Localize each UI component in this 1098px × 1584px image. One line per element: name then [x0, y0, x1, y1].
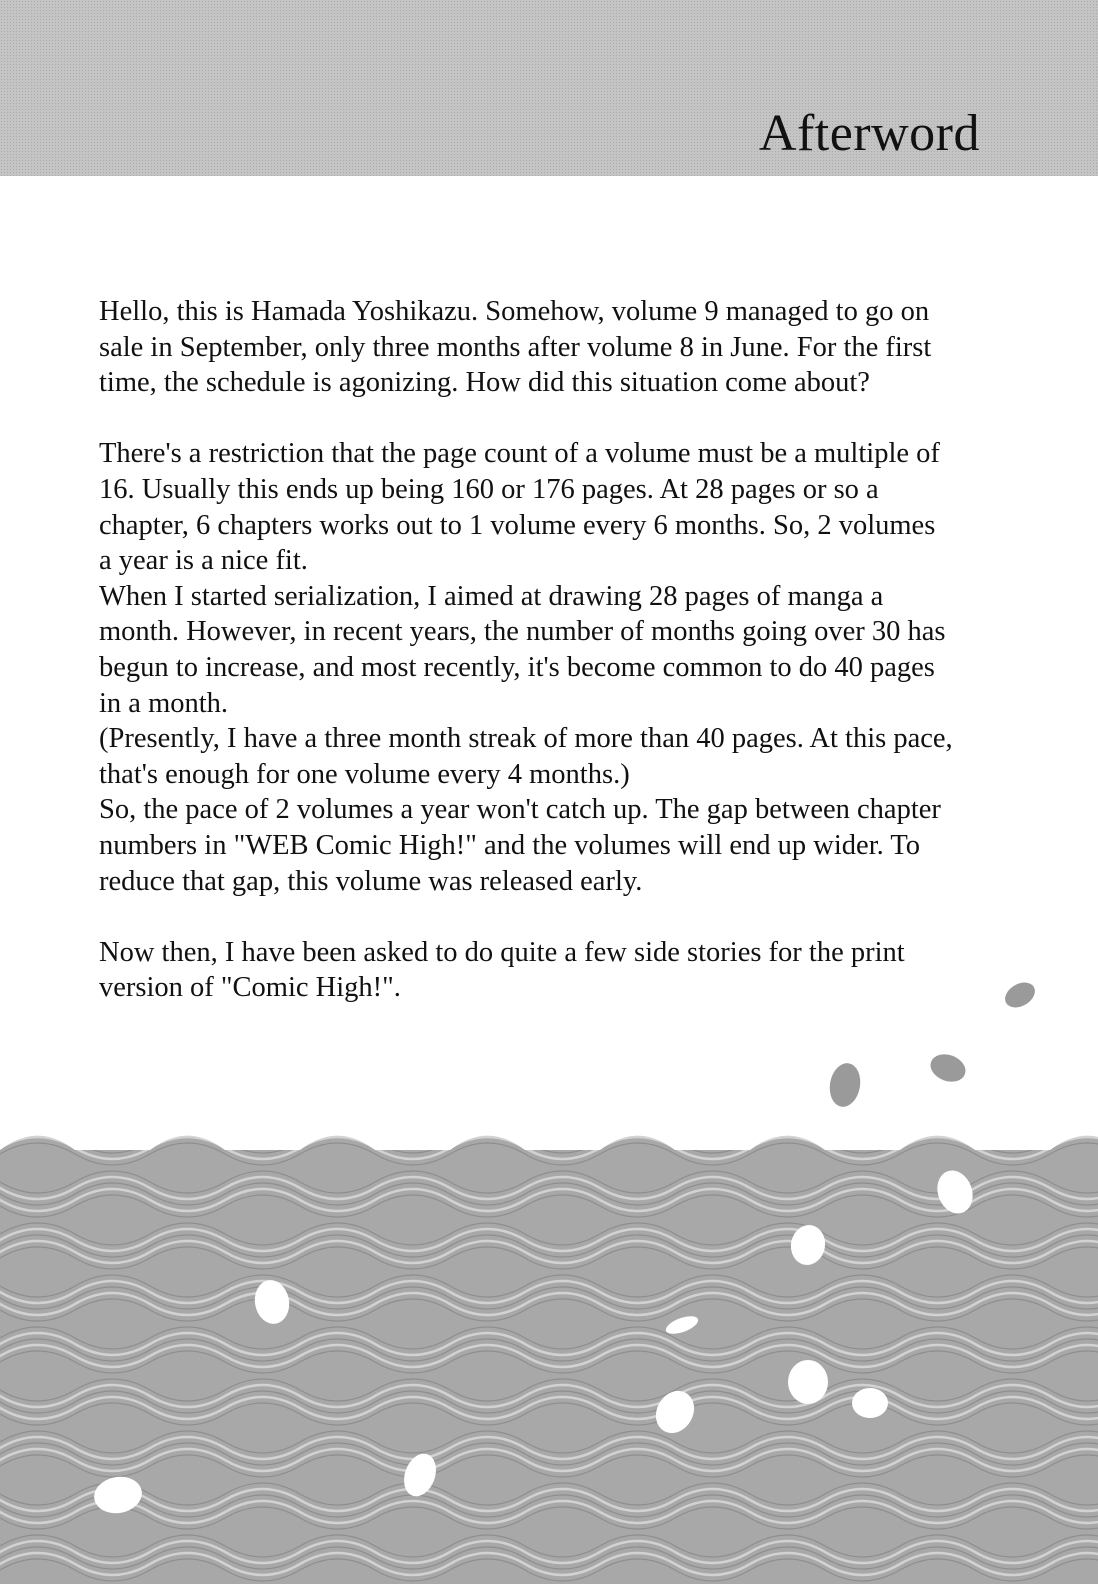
- header-band: [0, 0, 1098, 176]
- paragraph: [99, 294, 1039, 401]
- text-line: Now then, I have been asked to do quite a few side stories for the print: [99, 936, 905, 968]
- page-title: Afterword: [758, 105, 980, 162]
- text-line: that's enough for one volume every 4 months.): [99, 758, 630, 790]
- wave-pattern: [0, 1120, 1098, 1584]
- text-line: time, the schedule is agonizing. How did this situation come about?: [99, 367, 870, 399]
- text-line: 16. Usually this ends up being 160 or 176 pages. At 28 pages or so a: [99, 473, 879, 505]
- paragraph: [99, 436, 1039, 899]
- petal-icon: [927, 1050, 970, 1087]
- text-line: in a month.: [99, 687, 229, 719]
- petal-icon: [826, 1061, 863, 1110]
- text-line: chapter, 6 chapters works out to 1 volume every 6 months. So, 2 volumes: [99, 509, 936, 541]
- paragraph: [99, 935, 1039, 1006]
- text-line: reduce that gap, this volume was released early.: [99, 865, 643, 897]
- afterword-body: [99, 294, 1039, 1006]
- text-line: (Presently, I have a three month streak of more than 40 pages. At this pace,: [99, 723, 953, 755]
- text-line: When I started serialization, I aimed at drawing 28 pages of manga a: [99, 580, 884, 612]
- paragraph-gap: [99, 401, 1039, 437]
- text-line: numbers in "WEB Comic High!" and the volumes will end up wider. To: [99, 829, 921, 861]
- text-line: version of "Comic High!".: [99, 972, 401, 1004]
- text-line: There's a restriction that the page count of a volume must be a multiple of: [99, 438, 940, 470]
- text-line: month. However, in recent years, the number of months going over 30 has: [99, 616, 946, 648]
- text-line: begun to increase, and most recently, it's become common to do 40 pages: [99, 651, 935, 683]
- text-line: So, the pace of 2 volumes a year won't catch up. The gap between chapter: [99, 794, 941, 826]
- text-line: Hello, this is Hamada Yoshikazu. Somehow, volume 9 managed to go on: [99, 296, 930, 327]
- paragraph-gap: [99, 899, 1039, 935]
- text-line: sale in September, only three months after volume 8 in June. For the first: [99, 331, 932, 363]
- text-line: a year is a nice fit.: [99, 545, 308, 577]
